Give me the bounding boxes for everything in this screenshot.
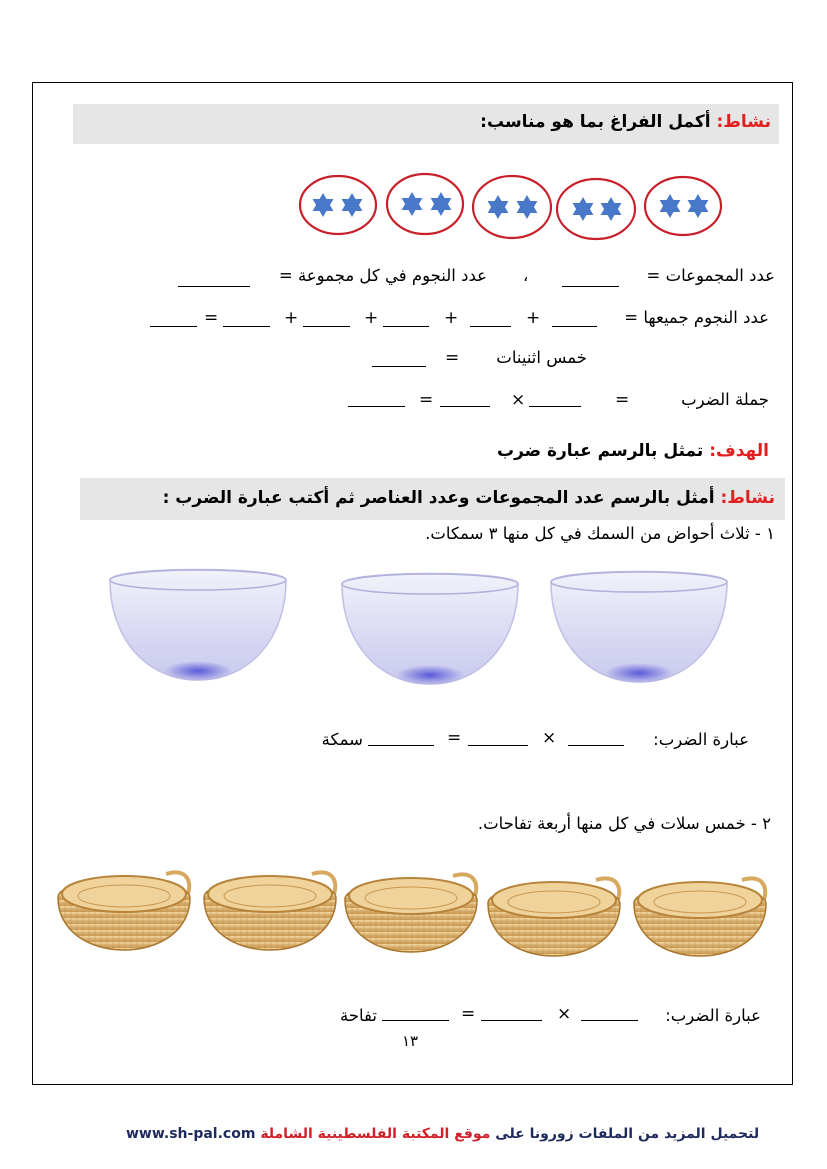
star-icon (488, 195, 509, 219)
factor-blank[interactable] (529, 406, 581, 407)
plus-sign: + (284, 308, 299, 328)
q1-expression-label: عبارة الضرب: (653, 730, 749, 749)
equals-sign: = (419, 390, 434, 410)
q2-product-blank[interactable] (382, 1020, 449, 1021)
star-icon (342, 193, 363, 217)
product-blank[interactable] (348, 406, 405, 407)
footer (126, 1126, 759, 1142)
equals-sign: = (204, 308, 219, 328)
q1-product-blank[interactable] (368, 745, 434, 746)
basket (634, 878, 766, 956)
footer-text (260, 1126, 759, 1142)
activity2-header (163, 490, 775, 507)
footer-part1: لتحميل المزيد من الملفات زورونا على (495, 1126, 760, 1142)
footer-part2: موقع المكتبة الفلسطينية الشاملة (260, 1126, 491, 1142)
goal-text: تمثل بالرسم عبارة ضرب (496, 441, 704, 461)
q2-factor-blank[interactable] (481, 1020, 542, 1021)
total-stars-label: عدد النجوم جميعها = (624, 308, 769, 327)
basket (345, 874, 477, 952)
star-icon (573, 197, 594, 221)
groups-count-blank[interactable] (562, 286, 619, 287)
basket (58, 872, 190, 950)
fish-bowl (342, 574, 518, 686)
plus-sign: + (526, 308, 541, 328)
q1-unit: سمكة (321, 730, 363, 749)
per-group-label: عدد النجوم في كل مجموعة = (278, 266, 487, 285)
baskets (0, 858, 827, 958)
plus-sign: + (444, 308, 459, 328)
groups-count-label: عدد المجموعات = (646, 266, 775, 285)
star-group (473, 176, 551, 238)
plus-sign: + (364, 308, 379, 328)
activity2-instruction: أمثل بالرسم عدد المجموعات وعدد العناصر ثم أكتب عبارة الضرب : (162, 488, 715, 508)
basket (204, 872, 336, 950)
addend-blank[interactable] (223, 326, 270, 327)
fish-bowls (0, 560, 827, 690)
star-group (387, 174, 463, 234)
times-sign: × (511, 390, 526, 410)
basket (488, 878, 620, 956)
question-2: ٢ - خمس سلات في كل منها أربعة تفاحات. (477, 814, 771, 833)
q2-unit: تفاحة (339, 1006, 377, 1025)
q2-expression-label: عبارة الضرب: (665, 1006, 761, 1025)
five-twos-label: خمس اثنينات (496, 348, 587, 367)
q1-factor-blank[interactable] (468, 745, 528, 746)
star-icon (313, 193, 334, 217)
fish-bowl (551, 572, 727, 684)
equals-sign: = (461, 1004, 476, 1024)
star-icon (688, 194, 709, 218)
addend-blank[interactable] (470, 326, 511, 327)
star-icon (601, 197, 622, 221)
q1-factor-blank[interactable] (568, 745, 624, 746)
star-group (645, 177, 721, 235)
five-twos-blank[interactable] (372, 366, 426, 367)
equals-sign: = (445, 348, 460, 368)
star-icon (431, 192, 452, 216)
mult-sentence-label: جملة الضرب (681, 390, 769, 409)
star-icon (660, 194, 681, 218)
star-groups (0, 0, 827, 260)
goal-label: الهدف: (709, 441, 769, 461)
footer-url[interactable]: www.sh-pal.com (126, 1126, 256, 1142)
equals-sign: = (447, 728, 462, 748)
q2-factor-blank[interactable] (581, 1020, 638, 1021)
activity1-instruction: أكمل الفراغ بما هو مناسب: (480, 112, 711, 132)
star-group (557, 179, 635, 239)
star-icon (402, 192, 423, 216)
total-blank[interactable] (150, 326, 197, 327)
goal-line (497, 443, 769, 460)
addend-blank[interactable] (303, 326, 350, 327)
page-number: ١٣ (402, 1032, 419, 1050)
times-sign: × (542, 728, 557, 748)
equals-sign: = (615, 390, 630, 410)
addend-blank[interactable] (383, 326, 429, 327)
factor-blank[interactable] (440, 406, 490, 407)
question-1: ١ - ثلاث أحواض من السمك في كل منها ٣ سمكات. (425, 524, 775, 543)
per-group-blank[interactable] (178, 286, 250, 287)
addend-blank[interactable] (552, 326, 597, 327)
times-sign: × (557, 1004, 572, 1024)
fish-bowl (110, 570, 286, 682)
star-group (300, 176, 376, 234)
activity2-label: نشاط: (720, 488, 775, 508)
comma: ، (523, 266, 529, 285)
activity1-label: نشاط: (716, 112, 771, 132)
star-icon (517, 195, 538, 219)
